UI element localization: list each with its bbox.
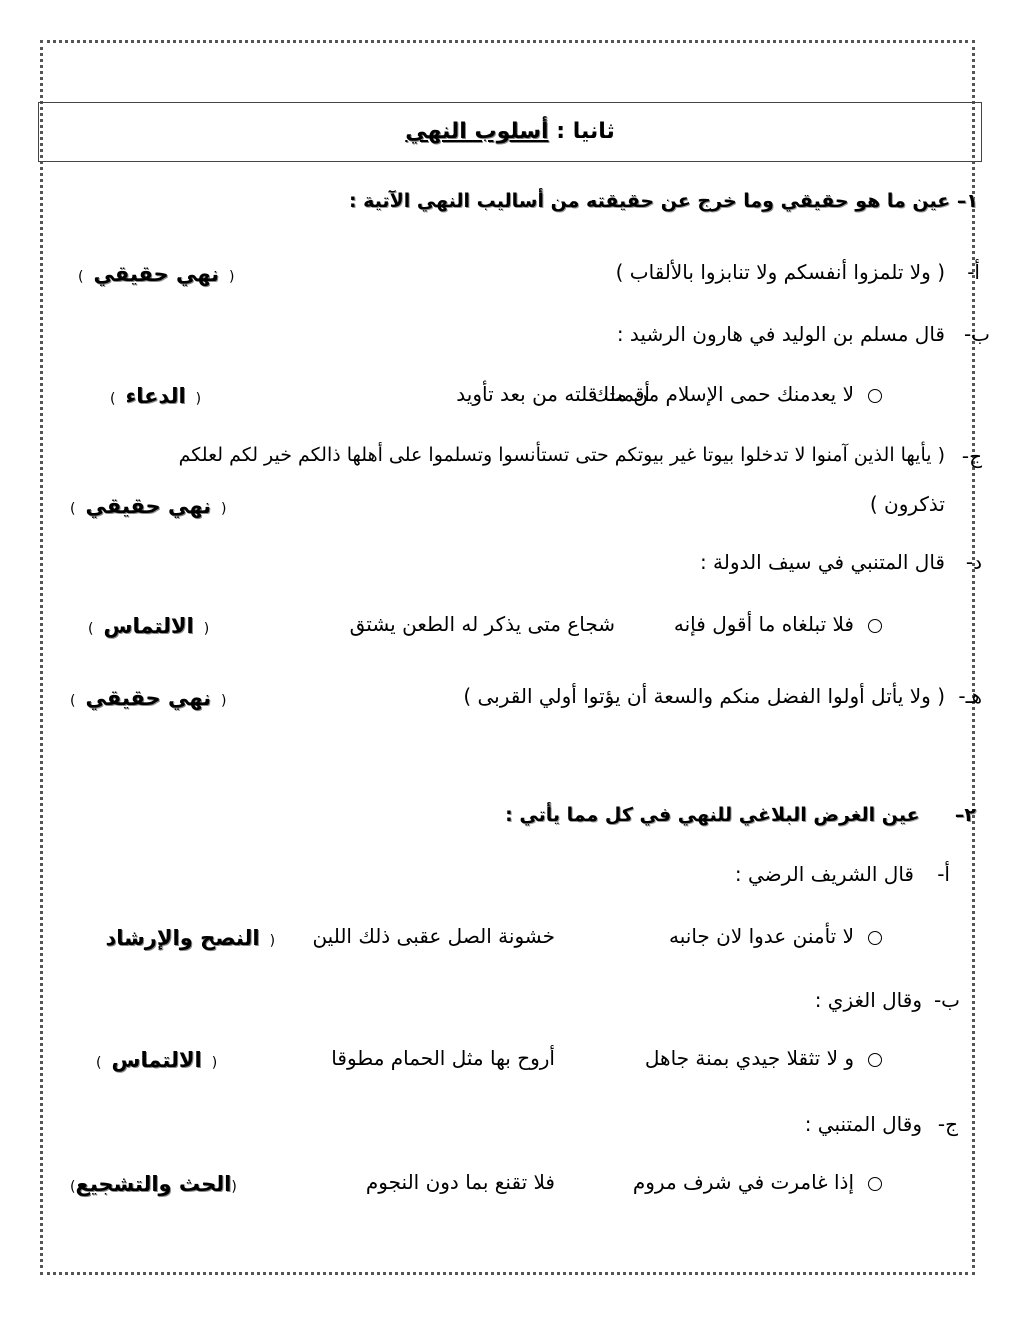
- q2-a-marker: أ-: [937, 862, 950, 886]
- q2-c-verse1: إذا غامرت في شرف مروم: [632, 1170, 854, 1194]
- q1-b-verse2: أقمت قلته من بعد تأويد: [456, 382, 650, 406]
- q2-heading: [505, 804, 976, 826]
- q2-b-answer: (الالتماس): [96, 1048, 218, 1072]
- q2-b-verse1: و لا تثقلا جيدي بمنة جاهل: [644, 1046, 854, 1070]
- title-box: [38, 102, 982, 162]
- page-title: [39, 119, 981, 144]
- q1-c-answer: (نهي حقيقي): [70, 494, 227, 518]
- q1-d-verse: [674, 612, 882, 636]
- bullet-icon: [868, 389, 882, 403]
- q1-d-answer: (الالتماس): [88, 614, 210, 638]
- q1-e-text: ( ولا يأتل أولوا الفضل منكم والسعة أن يؤتوا أولي القربى ): [463, 684, 945, 708]
- q2-number: ٢–: [954, 804, 976, 826]
- q1-a-answer-value: نهي حقيقي: [93, 262, 219, 286]
- q1-e-answer-value: نهي حقيقي: [85, 686, 211, 710]
- q2-a-answer: (النصح والإرشاد: [105, 926, 276, 950]
- bullet-icon: [868, 931, 882, 945]
- q1-c-text2: تذكرون ): [869, 492, 945, 516]
- q1-number: ١–: [956, 190, 978, 212]
- q1-b-answer: (الدعاء): [110, 384, 202, 408]
- title-text: أسلوب النهي: [405, 119, 549, 144]
- q1-a-text: ( ولا تلمزوا أنفسكم ولا تنابزوا بالألقاب ): [615, 260, 945, 284]
- q2-c-answer: (الحث والتشجيع): [70, 1172, 237, 1196]
- q1-heading: [349, 190, 978, 212]
- q2-b-answer-value: الالتماس: [111, 1048, 202, 1072]
- q2-a-answer-value: النصح والإرشاد: [105, 926, 260, 950]
- q2-b-marker: ب-: [933, 988, 960, 1012]
- q1-a-marker: أ-: [967, 260, 980, 284]
- q2-c-verse: [633, 1170, 882, 1194]
- page-border: [40, 40, 975, 1275]
- q1-d-verse2: شجاع متى يذكر له الطعن يشتق: [349, 612, 615, 636]
- q2-b-verse: [645, 1046, 882, 1070]
- q1-text: عين ما هو حقيقي وما خرج عن حقيقته من أساليب النهي الآتية :: [348, 190, 951, 212]
- q1-b-verse1: لا يعدمنك حمى الإسلام من ملك: [592, 382, 854, 406]
- q2-c-intro: وقال المتنبي :: [804, 1112, 922, 1136]
- title-prefix: ثانيا: [572, 119, 615, 144]
- q2-c-answer-value: الحث والتشجيع: [75, 1172, 232, 1196]
- q1-b-marker: ب-: [963, 322, 990, 346]
- q1-b-intro: قال مسلم بن الوليد في هارون الرشيد :: [616, 322, 945, 346]
- q1-b-answer-value: الدعاء: [125, 384, 186, 408]
- bullet-icon: [868, 619, 882, 633]
- q2-c-verse2: فلا تقنع بما دون النجوم: [365, 1170, 555, 1194]
- q2-c-marker: ج-: [937, 1112, 958, 1136]
- q1-a-answer: (نهي حقيقي): [78, 262, 235, 286]
- q2-a-verse1: لا تأمنن عدوا لان جانبه: [669, 924, 854, 948]
- q1-d-intro: قال المتنبي في سيف الدولة :: [699, 550, 945, 574]
- q2-text: عين الغرض البلاغي للنهي في كل مما يأتي :: [505, 804, 920, 826]
- q1-e-marker: هـ-: [958, 684, 982, 708]
- q1-c-marker: ج-: [961, 444, 982, 468]
- q1-c-answer-value: نهي حقيقي: [85, 494, 211, 518]
- q2-a-intro: قال الشريف الرضي :: [734, 862, 914, 886]
- q1-e-answer: (نهي حقيقي): [70, 686, 227, 710]
- title-separator: :: [556, 119, 566, 144]
- q2-a-verse: [669, 924, 882, 948]
- bullet-icon: [868, 1053, 882, 1067]
- q1-d-verse1: فلا تبلغاه ما أقول فإنه: [673, 612, 854, 636]
- q2-b-intro: وقال الغزي :: [814, 988, 922, 1012]
- q2-a-verse2: خشونة الصل عقبى ذلك اللين: [312, 924, 555, 948]
- bullet-icon: [868, 1177, 882, 1191]
- q1-d-answer-value: الالتماس: [103, 614, 194, 638]
- q2-b-verse2: أروح بها مثل الحمام مطوقا: [331, 1046, 555, 1070]
- q1-c-text1: ( يأيها الذين آمنوا لا تدخلوا بيوتا غير بيوتكم حتى تستأنسوا وتسلموا على أهلها ذالكم خير لكم لعلكم: [178, 444, 945, 466]
- q1-d-marker: د-: [965, 550, 982, 574]
